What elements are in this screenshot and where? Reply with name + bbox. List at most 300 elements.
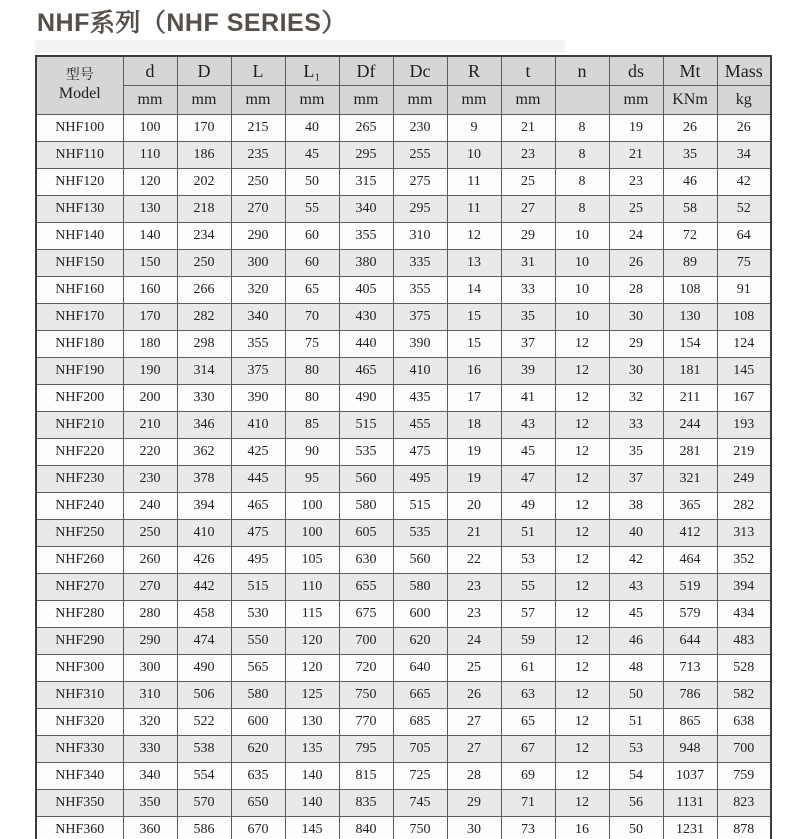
table-row (36, 358, 771, 385)
value-cell: 12 (555, 601, 609, 628)
value-cell: 50 (609, 682, 663, 709)
value-cell: 31 (501, 250, 555, 277)
value-cell: 458 (177, 601, 231, 628)
value-cell: 16 (555, 817, 609, 839)
table-row (36, 223, 771, 250)
value-cell: 435 (393, 385, 447, 412)
value-cell: 37 (501, 331, 555, 358)
model-cell: NHF300 (36, 655, 123, 682)
value-cell: 48 (609, 655, 663, 682)
value-cell: 280 (123, 601, 177, 628)
value-cell: 130 (123, 196, 177, 223)
value-cell: 19 (447, 439, 501, 466)
value-cell: 535 (339, 439, 393, 466)
column-header: Dc (393, 56, 447, 86)
value-cell: 120 (285, 628, 339, 655)
value-cell: 365 (663, 493, 717, 520)
value-cell: 249 (717, 466, 771, 493)
model-cell: NHF100 (36, 115, 123, 142)
value-cell: 10 (555, 223, 609, 250)
value-cell: 580 (339, 493, 393, 520)
value-cell: 14 (447, 277, 501, 304)
column-header: n (555, 56, 609, 86)
value-cell: 600 (393, 601, 447, 628)
value-cell: 378 (177, 466, 231, 493)
value-cell: 394 (177, 493, 231, 520)
value-cell: 35 (663, 142, 717, 169)
value-cell: 630 (339, 547, 393, 574)
value-cell: 27 (501, 196, 555, 223)
value-cell: 483 (717, 628, 771, 655)
value-cell: 25 (447, 655, 501, 682)
value-cell: 580 (231, 682, 285, 709)
column-unit: mm (177, 86, 231, 115)
model-cell: NHF200 (36, 385, 123, 412)
table-row (36, 655, 771, 682)
value-cell: 53 (501, 547, 555, 574)
value-cell: 21 (609, 142, 663, 169)
value-cell: 620 (393, 628, 447, 655)
value-cell: 360 (123, 817, 177, 839)
value-cell: 355 (393, 277, 447, 304)
value-cell: 535 (393, 520, 447, 547)
value-cell: 22 (447, 547, 501, 574)
value-cell: 73 (501, 817, 555, 839)
value-cell: 670 (231, 817, 285, 839)
value-cell: 12 (555, 790, 609, 817)
value-cell: 28 (447, 763, 501, 790)
value-cell: 218 (177, 196, 231, 223)
table-row (36, 628, 771, 655)
model-cell: NHF270 (36, 574, 123, 601)
value-cell: 720 (339, 655, 393, 682)
value-cell: 75 (285, 331, 339, 358)
value-cell: 100 (123, 115, 177, 142)
value-cell: 12 (555, 493, 609, 520)
value-cell: 823 (717, 790, 771, 817)
value-cell: 23 (501, 142, 555, 169)
column-header: d (123, 56, 177, 86)
table-row (36, 331, 771, 358)
value-cell: 464 (663, 547, 717, 574)
column-unit: mm (447, 86, 501, 115)
value-cell: 27 (447, 736, 501, 763)
value-cell: 865 (663, 709, 717, 736)
table-row (36, 169, 771, 196)
model-cell: NHF290 (36, 628, 123, 655)
model-header-zh: 型号 (65, 66, 94, 83)
value-cell: 390 (393, 331, 447, 358)
value-cell: 90 (285, 439, 339, 466)
value-cell: 140 (123, 223, 177, 250)
value-cell: 55 (285, 196, 339, 223)
model-cell: NHF130 (36, 196, 123, 223)
table-header (36, 56, 771, 115)
value-cell: 34 (717, 142, 771, 169)
value-cell: 560 (393, 547, 447, 574)
value-cell: 700 (339, 628, 393, 655)
value-cell: 35 (501, 304, 555, 331)
model-cell: NHF150 (36, 250, 123, 277)
value-cell: 50 (285, 169, 339, 196)
value-cell: 8 (555, 142, 609, 169)
value-cell: 110 (285, 574, 339, 601)
value-cell: 130 (663, 304, 717, 331)
value-cell: 230 (393, 115, 447, 142)
value-cell: 759 (717, 763, 771, 790)
value-cell: 115 (285, 601, 339, 628)
value-cell: 50 (609, 817, 663, 839)
value-cell: 750 (393, 817, 447, 839)
value-cell: 51 (501, 520, 555, 547)
value-cell: 53 (609, 736, 663, 763)
value-cell: 18 (447, 412, 501, 439)
value-cell: 23 (447, 601, 501, 628)
value-cell: 1037 (663, 763, 717, 790)
value-cell: 515 (339, 412, 393, 439)
column-unit: mm (231, 86, 285, 115)
column-header: Mass (717, 56, 771, 86)
value-cell: 586 (177, 817, 231, 839)
value-cell: 240 (123, 493, 177, 520)
value-cell: 160 (123, 277, 177, 304)
value-cell: 45 (609, 601, 663, 628)
value-cell: 12 (555, 682, 609, 709)
value-cell: 380 (339, 250, 393, 277)
model-cell: NHF340 (36, 763, 123, 790)
value-cell: 12 (555, 466, 609, 493)
value-cell: 30 (447, 817, 501, 839)
value-cell: 522 (177, 709, 231, 736)
value-cell: 25 (609, 196, 663, 223)
value-cell: 640 (393, 655, 447, 682)
value-cell: 330 (177, 385, 231, 412)
value-cell: 12 (555, 709, 609, 736)
value-cell: 167 (717, 385, 771, 412)
value-cell: 108 (663, 277, 717, 304)
value-cell: 59 (501, 628, 555, 655)
value-cell: 46 (663, 169, 717, 196)
value-cell: 43 (609, 574, 663, 601)
value-cell: 320 (231, 277, 285, 304)
column-header: ds (609, 56, 663, 86)
value-cell: 33 (501, 277, 555, 304)
value-cell: 61 (501, 655, 555, 682)
value-cell: 19 (447, 466, 501, 493)
value-cell: 282 (717, 493, 771, 520)
value-cell: 8 (555, 196, 609, 223)
value-cell: 211 (663, 385, 717, 412)
value-cell: 17 (447, 385, 501, 412)
value-cell: 21 (501, 115, 555, 142)
value-cell: 65 (501, 709, 555, 736)
value-cell: 313 (717, 520, 771, 547)
value-cell: 455 (393, 412, 447, 439)
model-cell: NHF360 (36, 817, 123, 839)
value-cell: 795 (339, 736, 393, 763)
value-cell: 23 (447, 574, 501, 601)
table-row (36, 385, 771, 412)
value-cell: 465 (339, 358, 393, 385)
table-row (36, 709, 771, 736)
value-cell: 352 (717, 547, 771, 574)
value-cell: 29 (609, 331, 663, 358)
value-cell: 770 (339, 709, 393, 736)
value-cell: 100 (285, 493, 339, 520)
value-cell: 69 (501, 763, 555, 790)
value-cell: 51 (609, 709, 663, 736)
value-cell: 24 (447, 628, 501, 655)
value-cell: 275 (393, 169, 447, 196)
value-cell: 26 (447, 682, 501, 709)
model-column-header (36, 56, 123, 115)
value-cell: 394 (717, 574, 771, 601)
table-row (36, 115, 771, 142)
value-cell: 13 (447, 250, 501, 277)
value-cell: 350 (123, 790, 177, 817)
value-cell: 12 (555, 439, 609, 466)
value-cell: 234 (177, 223, 231, 250)
table-row (36, 142, 771, 169)
value-cell: 12 (555, 736, 609, 763)
title-underlay-band (35, 40, 565, 53)
model-cell: NHF320 (36, 709, 123, 736)
value-cell: 12 (555, 655, 609, 682)
value-cell: 300 (231, 250, 285, 277)
model-cell: NHF240 (36, 493, 123, 520)
table-row (36, 250, 771, 277)
table-row (36, 493, 771, 520)
value-cell: 27 (447, 709, 501, 736)
value-cell: 45 (501, 439, 555, 466)
value-cell: 108 (717, 304, 771, 331)
value-cell: 220 (123, 439, 177, 466)
value-cell: 28 (609, 277, 663, 304)
value-cell: 340 (231, 304, 285, 331)
value-cell: 30 (609, 304, 663, 331)
value-cell: 140 (285, 790, 339, 817)
value-cell: 24 (609, 223, 663, 250)
value-cell: 506 (177, 682, 231, 709)
value-cell: 193 (717, 412, 771, 439)
value-cell: 295 (393, 196, 447, 223)
value-cell: 135 (285, 736, 339, 763)
table-row (36, 763, 771, 790)
model-cell: NHF330 (36, 736, 123, 763)
column-header: Df (339, 56, 393, 86)
value-cell: 40 (609, 520, 663, 547)
value-cell: 32 (609, 385, 663, 412)
value-cell: 20 (447, 493, 501, 520)
value-cell: 170 (177, 115, 231, 142)
value-cell: 55 (501, 574, 555, 601)
column-header: L (231, 56, 285, 86)
model-cell: NHF140 (36, 223, 123, 250)
value-cell: 340 (339, 196, 393, 223)
value-cell: 181 (663, 358, 717, 385)
table-row (36, 277, 771, 304)
value-cell: 605 (339, 520, 393, 547)
value-cell: 560 (339, 466, 393, 493)
value-cell: 71 (501, 790, 555, 817)
value-cell: 75 (717, 250, 771, 277)
column-header: t (501, 56, 555, 86)
value-cell: 282 (177, 304, 231, 331)
column-unit: mm (501, 86, 555, 115)
value-cell: 60 (285, 250, 339, 277)
value-cell: 210 (123, 412, 177, 439)
value-cell: 878 (717, 817, 771, 839)
value-cell: 63 (501, 682, 555, 709)
value-cell: 310 (123, 682, 177, 709)
value-cell: 355 (339, 223, 393, 250)
value-cell: 665 (393, 682, 447, 709)
value-cell: 644 (663, 628, 717, 655)
value-cell: 72 (663, 223, 717, 250)
value-cell: 362 (177, 439, 231, 466)
value-cell: 786 (663, 682, 717, 709)
value-cell: 705 (393, 736, 447, 763)
value-cell: 8 (555, 115, 609, 142)
value-cell: 29 (447, 790, 501, 817)
value-cell: 89 (663, 250, 717, 277)
value-cell: 10 (447, 142, 501, 169)
value-cell: 270 (123, 574, 177, 601)
value-cell: 425 (231, 439, 285, 466)
column-header: L₁ (285, 56, 339, 86)
value-cell: 21 (447, 520, 501, 547)
value-cell: 475 (393, 439, 447, 466)
model-cell: NHF280 (36, 601, 123, 628)
value-cell: 298 (177, 331, 231, 358)
value-cell: 45 (285, 142, 339, 169)
value-cell: 19 (609, 115, 663, 142)
value-cell: 495 (231, 547, 285, 574)
value-cell: 186 (177, 142, 231, 169)
value-cell: 12 (555, 574, 609, 601)
value-cell: 675 (339, 601, 393, 628)
value-cell: 295 (339, 142, 393, 169)
value-cell: 12 (447, 223, 501, 250)
model-cell: NHF170 (36, 304, 123, 331)
value-cell: 582 (717, 682, 771, 709)
model-cell: NHF180 (36, 331, 123, 358)
value-cell: 150 (123, 250, 177, 277)
value-cell: 219 (717, 439, 771, 466)
value-cell: 43 (501, 412, 555, 439)
model-cell: NHF310 (36, 682, 123, 709)
table-row (36, 790, 771, 817)
value-cell: 200 (123, 385, 177, 412)
model-cell: NHF160 (36, 277, 123, 304)
model-cell: NHF350 (36, 790, 123, 817)
value-cell: 190 (123, 358, 177, 385)
value-cell: 42 (717, 169, 771, 196)
value-cell: 145 (285, 817, 339, 839)
value-cell: 180 (123, 331, 177, 358)
model-cell: NHF190 (36, 358, 123, 385)
value-cell: 120 (123, 169, 177, 196)
value-cell: 145 (717, 358, 771, 385)
value-cell: 265 (339, 115, 393, 142)
table-row (36, 466, 771, 493)
value-cell: 15 (447, 304, 501, 331)
value-cell: 64 (717, 223, 771, 250)
value-cell: 40 (285, 115, 339, 142)
value-cell: 49 (501, 493, 555, 520)
value-cell: 346 (177, 412, 231, 439)
value-cell: 8 (555, 169, 609, 196)
value-cell: 30 (609, 358, 663, 385)
value-cell: 35 (609, 439, 663, 466)
value-cell: 700 (717, 736, 771, 763)
value-cell: 42 (609, 547, 663, 574)
value-cell: 474 (177, 628, 231, 655)
value-cell: 255 (393, 142, 447, 169)
value-cell: 9 (447, 115, 501, 142)
value-cell: 10 (555, 250, 609, 277)
value-cell: 130 (285, 709, 339, 736)
value-cell: 713 (663, 655, 717, 682)
value-cell: 310 (393, 223, 447, 250)
value-cell: 15 (447, 331, 501, 358)
column-unit: mm (393, 86, 447, 115)
value-cell: 300 (123, 655, 177, 682)
value-cell: 250 (231, 169, 285, 196)
column-unit (555, 86, 609, 115)
value-cell: 442 (177, 574, 231, 601)
value-cell: 46 (609, 628, 663, 655)
value-cell: 538 (177, 736, 231, 763)
value-cell: 10 (555, 277, 609, 304)
value-cell: 745 (393, 790, 447, 817)
value-cell: 434 (717, 601, 771, 628)
value-cell: 120 (285, 655, 339, 682)
value-cell: 375 (393, 304, 447, 331)
model-cell: NHF260 (36, 547, 123, 574)
value-cell: 340 (123, 763, 177, 790)
value-cell: 52 (717, 196, 771, 223)
value-cell: 948 (663, 736, 717, 763)
value-cell: 125 (285, 682, 339, 709)
value-cell: 570 (177, 790, 231, 817)
value-cell: 67 (501, 736, 555, 763)
value-cell: 12 (555, 547, 609, 574)
model-cell: NHF230 (36, 466, 123, 493)
value-cell: 85 (285, 412, 339, 439)
value-cell: 355 (231, 331, 285, 358)
value-cell: 39 (501, 358, 555, 385)
model-cell: NHF210 (36, 412, 123, 439)
value-cell: 579 (663, 601, 717, 628)
table-row (36, 547, 771, 574)
value-cell: 11 (447, 169, 501, 196)
table-row (36, 682, 771, 709)
column-unit: mm (339, 86, 393, 115)
value-cell: 330 (123, 736, 177, 763)
value-cell: 12 (555, 520, 609, 547)
value-cell: 202 (177, 169, 231, 196)
value-cell: 95 (285, 466, 339, 493)
value-cell: 105 (285, 547, 339, 574)
value-cell: 430 (339, 304, 393, 331)
column-unit: mm (285, 86, 339, 115)
model-header-en: Model (58, 85, 101, 103)
value-cell: 554 (177, 763, 231, 790)
value-cell: 65 (285, 277, 339, 304)
value-cell: 530 (231, 601, 285, 628)
value-cell: 250 (123, 520, 177, 547)
